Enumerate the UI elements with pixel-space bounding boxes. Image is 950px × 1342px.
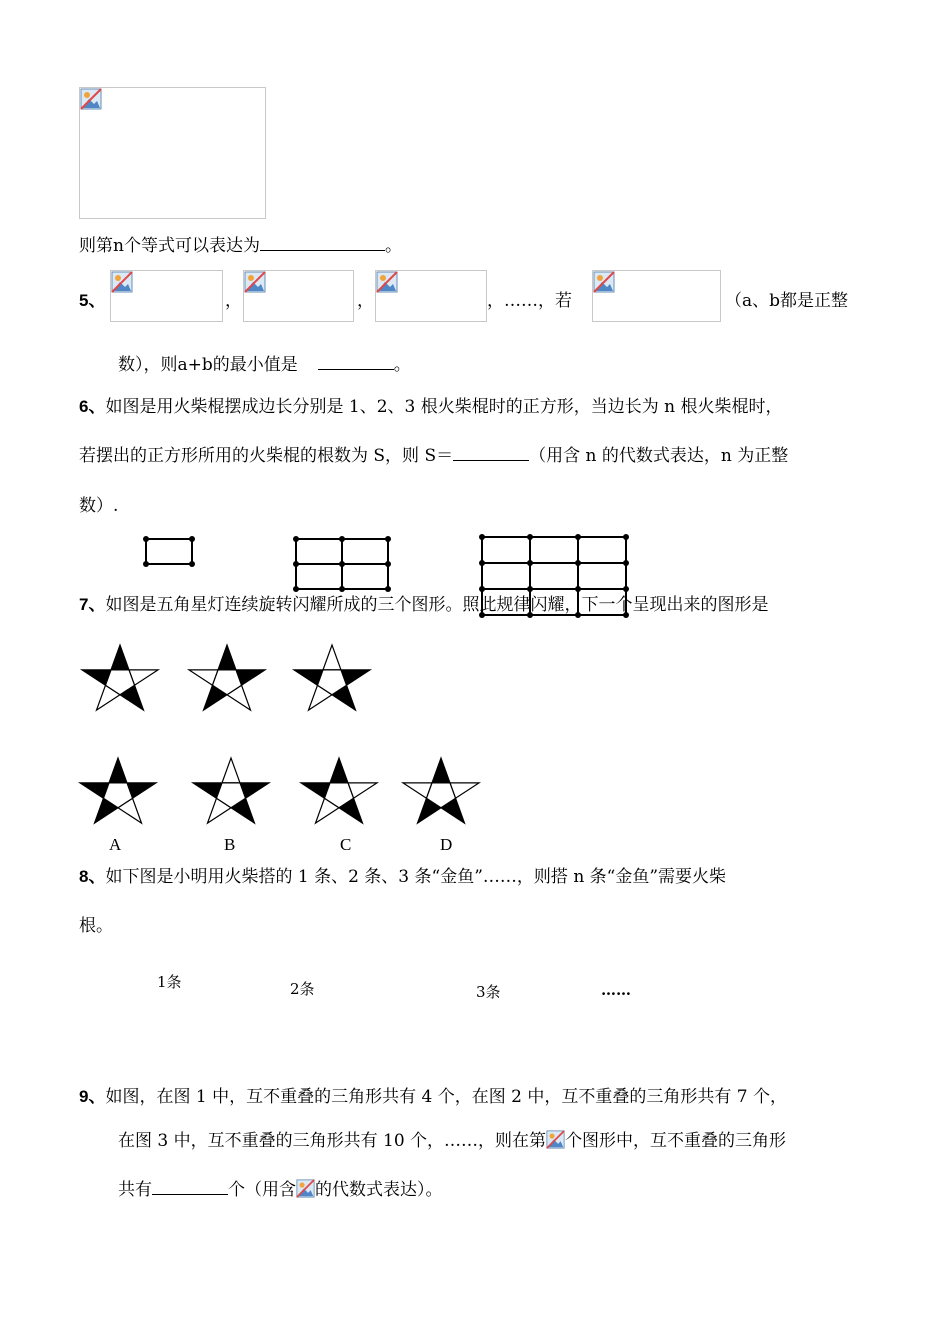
- star-tip: [432, 758, 450, 783]
- option-star-a: [80, 758, 156, 823]
- q7-text: 如图是五角星灯连续旋转闪耀所成的三个图形。照此规律闪耀，下一个呈现出来的图形是: [105, 595, 769, 615]
- star-tip: [109, 758, 127, 783]
- sequence-star-3: [294, 645, 370, 710]
- q4-line: 则第n个等式可以表达为: [79, 236, 260, 256]
- q6-number: 6、: [79, 397, 106, 416]
- option-b-label: B: [224, 835, 236, 854]
- q5-ellipsis: ，……，若: [487, 291, 572, 311]
- q5-line2-text: 数），则a+b的最小值是: [118, 355, 298, 375]
- q9-line3: [118, 1175, 443, 1200]
- q6-line2a: 若摆出的正方形所用的火柴棍的根数为 S，则 S＝: [79, 446, 454, 466]
- q9-number: 9、: [79, 1087, 106, 1106]
- star-tip: [218, 645, 236, 670]
- q9-line2b: 个图形中，互不重叠的三角形: [565, 1131, 787, 1151]
- q5-condition: （a、b都是正整: [725, 291, 849, 311]
- q5-comma-2: ，: [357, 291, 374, 311]
- q8-line1-text: 如下图是小明用火柴搭的 1 条、2 条、3 条“金鱼”……，则搭 n 条“金鱼”需要火柴: [105, 867, 727, 887]
- q8-label-2: 2条: [290, 980, 315, 998]
- sequence-star-2: [189, 645, 265, 710]
- option-d-label: D: [440, 835, 453, 854]
- q5-end: 。: [393, 355, 411, 375]
- option-star-b: [193, 758, 269, 823]
- star-tip: [222, 758, 240, 783]
- q8-line2: 根。: [79, 916, 113, 936]
- q8-line1: [79, 862, 726, 887]
- q8-label-ellipsis: ……: [601, 981, 631, 999]
- q7-number: 7、: [79, 595, 106, 614]
- q5-number: 5、: [79, 291, 106, 310]
- q8-number: 8、: [79, 867, 106, 886]
- q9-answer-blank[interactable]: [152, 1178, 228, 1195]
- broken-image-icon: [546, 1130, 565, 1149]
- q9-line1-text: 如图，在图 1 中，互不重叠的三角形共有 4 个，在图 2 中，互不重叠的三角形共有 7 个，: [105, 1087, 787, 1107]
- q9-line1: [79, 1082, 787, 1107]
- q4-end: 。: [384, 236, 402, 256]
- q5-comma-1: ，: [225, 291, 242, 311]
- star-tip: [323, 645, 341, 670]
- option-a-label: A: [109, 835, 122, 854]
- sequence-star-1: [82, 645, 158, 710]
- q6-line2b: （用含 n 的代数式表达，n 为正整: [529, 446, 789, 466]
- q9-line3c: 的代数式表达）。: [315, 1180, 443, 1200]
- option-c-label: C: [340, 835, 352, 854]
- q9-line2a: 在图 3 中，互不重叠的三角形共有 10 个，……，则在第: [118, 1131, 547, 1151]
- star-tip: [111, 645, 129, 670]
- star-tip: [330, 758, 348, 783]
- q6-line3: 数）.: [79, 496, 119, 516]
- q8-label-3: 3条: [476, 983, 501, 1001]
- q9-line3a: 共有: [118, 1180, 152, 1200]
- option-star-c: [301, 758, 377, 823]
- q9-line3b: 个（用含: [228, 1180, 296, 1200]
- q9-line2: [118, 1126, 786, 1151]
- q6-line1-text: 如图是用火柴棍摆成边长分别是 1、2、3 根火柴棍时的正方形，当边长为 n 根火柴棍时，: [105, 397, 783, 417]
- option-star-d: [403, 758, 479, 823]
- q8-label-1: 1条: [157, 973, 182, 991]
- broken-image-icon: [296, 1179, 315, 1198]
